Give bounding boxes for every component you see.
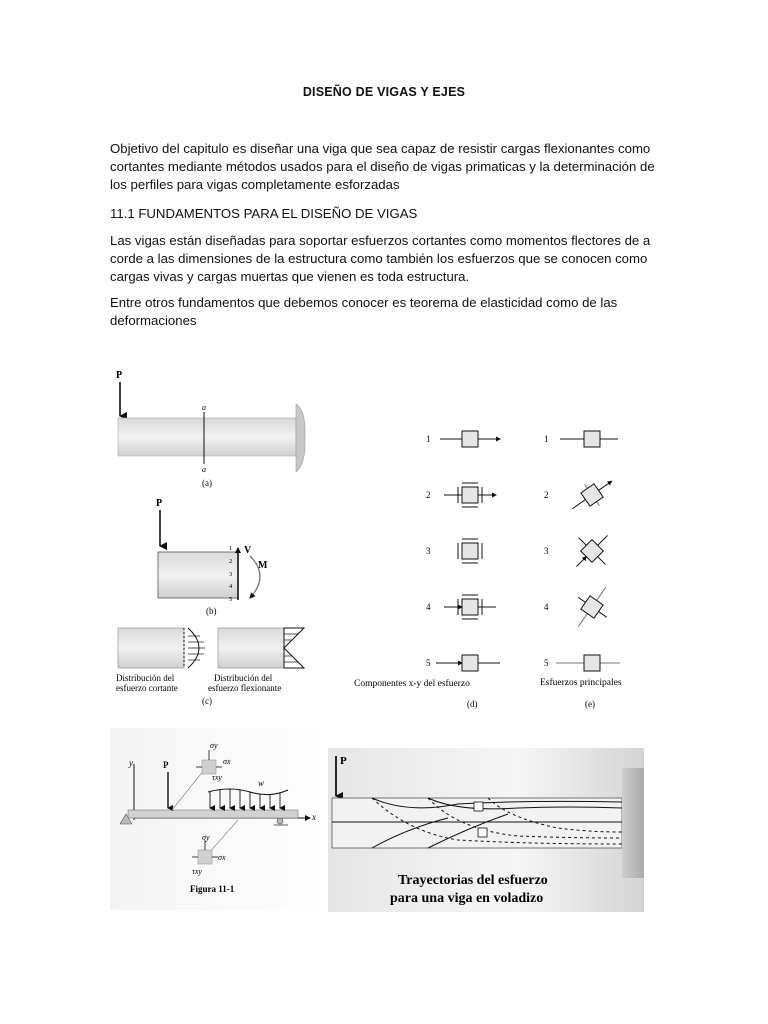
y-axis-label: y xyxy=(129,758,133,768)
lower-sigma-x: σx xyxy=(218,853,226,862)
wall-support xyxy=(622,768,644,878)
d-label-4: 4 xyxy=(426,602,431,612)
figure-11-1-caption: Figura 11-1 xyxy=(190,884,235,894)
flex-dist-label-1: Distribución del xyxy=(214,673,273,683)
distributed-load-label: w xyxy=(258,778,265,788)
trajectory-caption-2: para una viga en voladizo xyxy=(390,891,544,906)
lower-tau-xy: τxy xyxy=(192,867,202,876)
stress-element-d2 xyxy=(444,483,496,507)
caption-d: (d) xyxy=(467,699,478,709)
d-label-3: 3 xyxy=(426,546,431,556)
principal-element-e3 xyxy=(563,522,621,580)
upper-sigma-x: σx xyxy=(223,757,231,766)
e-label-1: 1 xyxy=(544,434,549,444)
xy-components-caption: Componentes x-y del esfuerzo xyxy=(354,679,470,689)
cantilever-load-label: P xyxy=(340,755,347,767)
lower-stress-element xyxy=(198,850,212,864)
beam-diagram-b xyxy=(156,498,268,616)
beams-design-paragraph: Las vigas están diseñadas para soportar esfuerzos cortantes como momentos flectores de a corde a las dimensiones de la estructura como también los esfuerzos que se conocen como cargas vivas y cargas muertas que vienen es toda estructura. xyxy=(110,233,651,284)
caption-a: (a) xyxy=(202,478,212,488)
d-label-5: 5 xyxy=(426,658,431,668)
figure-beam-stress-distribution xyxy=(110,360,340,715)
beam xyxy=(128,810,298,818)
stress-element-d1 xyxy=(440,431,500,447)
fixed-support xyxy=(296,404,305,472)
shear-dist-label-2: esfuerzo cortante xyxy=(116,683,178,693)
principal-element-e1 xyxy=(560,431,618,447)
shear-beam-block xyxy=(118,628,184,668)
e-label-2: 2 xyxy=(544,490,549,500)
principal-element-e2 xyxy=(565,471,619,520)
principal-element-e4 xyxy=(564,578,620,637)
figure-stress-trajectories xyxy=(328,748,644,912)
flex-dist-label-2: esfuerzo flexionante xyxy=(208,683,282,693)
objective-paragraph: Objetivo del capitulo es diseñar una viga que sea capaz de resistir cargas flexionantes como cortantes mediante métodos usados para el diseño de vigas primaticas y la determinación de los perfiles para vigas completamente esforzadas xyxy=(110,141,655,192)
caption-c: (c) xyxy=(202,696,212,706)
point-label-5: 5 xyxy=(229,596,233,603)
load-label-p: P xyxy=(116,370,123,381)
point-label-1: 1 xyxy=(229,545,233,552)
beam-segment xyxy=(158,552,238,598)
trajectory-element-bottom xyxy=(478,828,487,837)
fundamentals-paragraph: Entre otros fundamentos que debemos conocer es teorema de elasticidad como de las deformaciones xyxy=(110,295,618,328)
x-axis-label: x xyxy=(312,812,316,822)
moment-label: M xyxy=(258,560,268,571)
principal-stresses-caption: Esfuerzos principales xyxy=(540,678,622,688)
load-label-p-b: P xyxy=(156,498,163,509)
figure-11-1 xyxy=(110,728,330,910)
upper-tau-xy: τxy xyxy=(212,773,222,782)
shear-dist-label-1: Distribución del xyxy=(116,673,175,683)
principal-element-e5 xyxy=(556,655,620,671)
point-load-label: P xyxy=(163,760,169,770)
d-label-1: 1 xyxy=(426,434,431,444)
lower-sigma-y: σy xyxy=(202,833,210,842)
point-label-3: 3 xyxy=(229,571,233,578)
point-label-4: 4 xyxy=(229,583,233,590)
section-label-bottom: a xyxy=(202,465,206,474)
roller-support xyxy=(277,818,283,824)
e-label-4: 4 xyxy=(544,602,549,612)
e-label-5: 5 xyxy=(544,658,549,668)
caption-b: (b) xyxy=(206,606,217,616)
beam-diagram-a xyxy=(116,370,305,488)
figure-background xyxy=(110,728,330,910)
trajectory-caption-1: Trayectorias del esfuerzo xyxy=(398,873,548,888)
caption-e: (e) xyxy=(585,699,595,709)
e-label-3: 3 xyxy=(544,546,549,556)
upper-sigma-y: σy xyxy=(210,741,218,750)
beam-body xyxy=(118,418,296,456)
section-label-top: a xyxy=(202,403,206,412)
stress-element-d3 xyxy=(458,539,482,563)
flexure-beam-block xyxy=(218,628,284,668)
beam-diagram-c xyxy=(116,628,304,706)
d-label-2: 2 xyxy=(426,490,431,500)
upper-stress-element xyxy=(202,760,216,774)
trajectory-element-top xyxy=(474,802,483,811)
stress-element-d5 xyxy=(436,655,500,671)
figure-stress-elements xyxy=(350,420,650,710)
stress-element-d4 xyxy=(444,595,496,619)
shear-label: V xyxy=(244,545,252,556)
section-heading: 11.1 FUNDAMENTOS PARA EL DISEÑO DE VIGAS xyxy=(110,206,418,221)
point-label-2: 2 xyxy=(229,558,233,565)
page-title: DISEÑO DE VIGAS Y EJES xyxy=(302,85,466,99)
